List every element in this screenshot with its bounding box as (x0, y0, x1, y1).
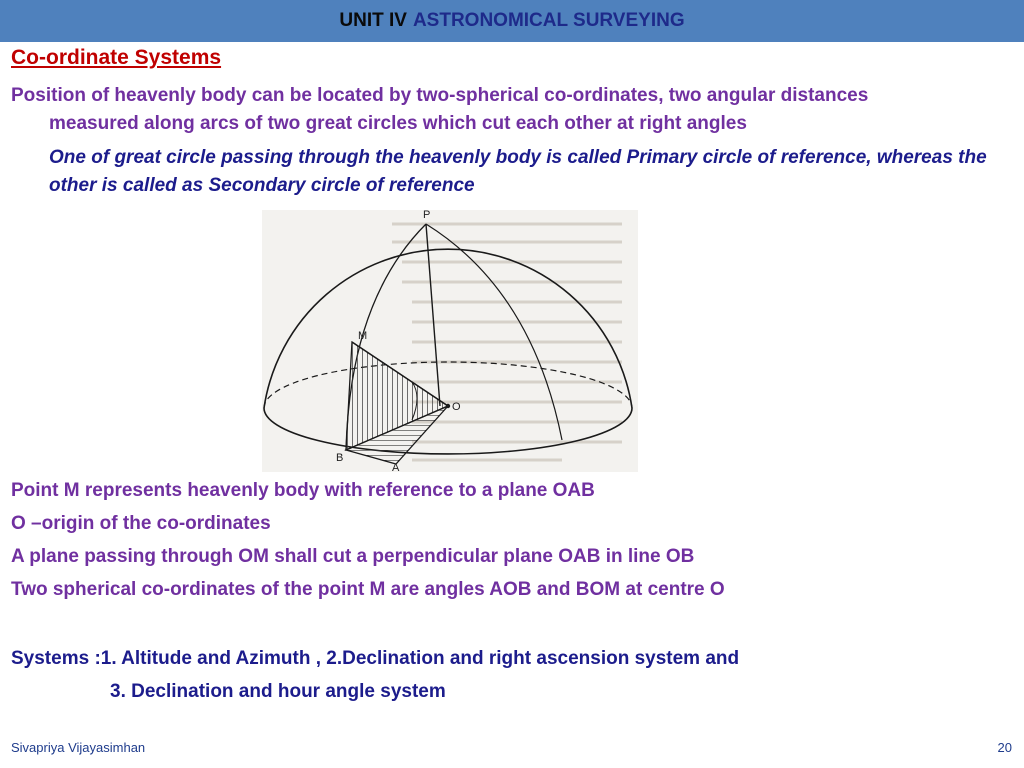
section-title: Co-ordinate Systems (11, 46, 222, 69)
figure-label-p: P (423, 209, 431, 221)
figure-label-m: M (358, 330, 368, 342)
explanation-line: O –origin of the co-ordinates (11, 513, 271, 534)
slide-header (0, 0, 1024, 42)
systems-line-1: Systems :1. Altitude and Azimuth , 2.Declination and right ascension system and (11, 648, 740, 669)
systems-list (11, 642, 739, 708)
systems-line-2: 3. Declination and hour angle system (110, 681, 446, 702)
intro-line-1: Position of heavenly body can be located by two-spherical co-ordinates, two angular distances (11, 85, 869, 106)
explanation-line: Two spherical co-ordinates of the point M are angles AOB and BOM at centre O (11, 579, 725, 600)
figure-label-b: B (336, 452, 344, 464)
header-unit: UNIT IV (339, 10, 407, 31)
figure-label-o: O (452, 401, 461, 413)
intro-line-2: measured along arcs of two great circles which cut each other at right angles (49, 113, 747, 134)
figure-label-a: A (392, 462, 400, 474)
explanation-line: Point M represents heavenly body with reference to a plane OAB (11, 480, 595, 501)
footer-author: Sivapriya Vijayasimhan (11, 740, 146, 755)
celestial-sphere-figure (262, 210, 638, 472)
sphere-diagram (262, 210, 638, 472)
explanation-list (11, 474, 725, 606)
slide-number: 20 (997, 740, 1012, 755)
header-subject: ASTRONOMICAL SURVEYING (412, 10, 685, 31)
intro-paragraph (11, 82, 1016, 138)
italic-note: One of great circle passing through the heavenly body is called Primary circle of reference, whereas the other is called as Secondary circle of reference (49, 147, 987, 196)
explanation-line: A plane passing through OM shall cut a perpendicular plane OAB in line OB (11, 546, 695, 567)
